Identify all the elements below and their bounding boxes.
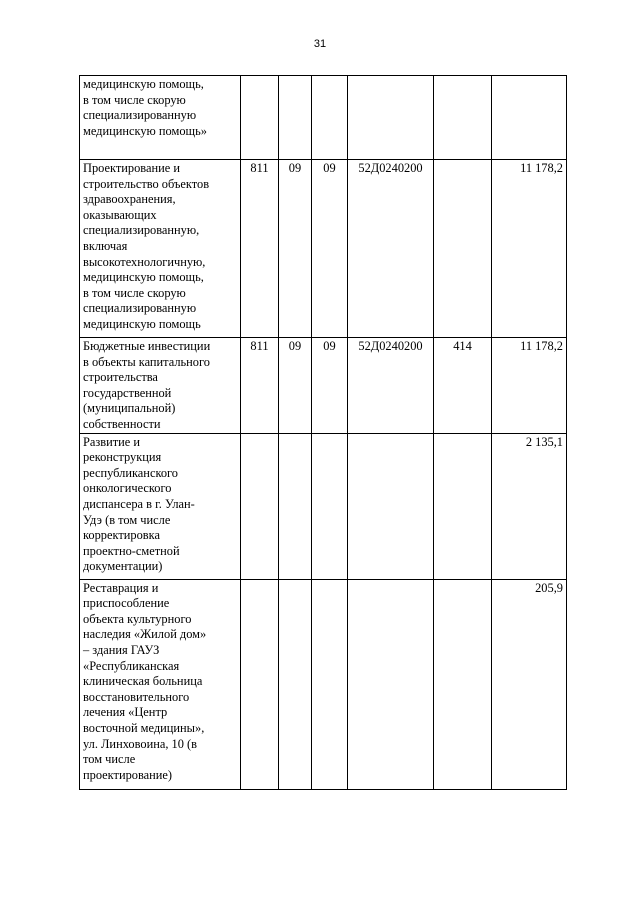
budget-table-body [80,76,567,790]
target-article-cell [348,579,434,789]
target-article-cell: 52Д0240200 [348,160,434,338]
row-name-cell: Реставрация и приспособление объекта культурного наследия «Жилой дом» – здания ГАУЗ «Республиканская клиническая больница восстановительного лечения «Центр восточной медицины», ул. Линховоина, 10 (в том числе проектирование) [80,579,241,789]
ministry-code-cell [241,76,279,160]
section-code-cell [279,579,312,789]
row-name-cell: Проектирование и строительство объектов здравоохранения, оказывающих специализированную, включая высокотехнологичную, медицинскую помощь, в том числе скорую специализированную медицинскую помощь [80,160,241,338]
subsection-code-cell [312,76,348,160]
amount-cell [492,76,567,160]
ministry-code-cell: 811 [241,338,279,434]
section-code-cell: 09 [279,338,312,434]
expense-type-cell: 414 [434,338,492,434]
section-code-cell [279,76,312,160]
ministry-code-cell [241,433,279,579]
subsection-code-cell [312,433,348,579]
table-row [80,338,567,434]
expense-type-cell [434,160,492,338]
page-number: 31 [313,38,327,50]
target-article-cell [348,433,434,579]
expense-type-cell [434,433,492,579]
section-code-cell: 09 [279,160,312,338]
table-row [80,579,567,789]
amount-cell: 11 178,2 [492,338,567,434]
row-name-cell: Развитие и реконструкция республиканского онкологического диспансера в г. Улан- Удэ (в том числе корректировка проектно-сметной документации) [80,433,241,579]
subsection-code-cell: 09 [312,160,348,338]
table-row [80,160,567,338]
ministry-code-cell [241,579,279,789]
target-article-cell [348,76,434,160]
row-name-cell: Бюджетные инвестиции в объекты капитального строительства государственной (муниципальной) собственности [80,338,241,434]
amount-cell: 11 178,2 [492,160,567,338]
table-row [80,433,567,579]
table-row [80,76,567,160]
ministry-code-cell: 811 [241,160,279,338]
amount-cell: 2 135,1 [492,433,567,579]
subsection-code-cell [312,579,348,789]
budget-table [79,75,567,790]
target-article-cell: 52Д0240200 [348,338,434,434]
row-name-cell: медицинскую помощь, в том числе скорую специализированную медицинскую помощь» [80,76,241,160]
expense-type-cell [434,579,492,789]
section-code-cell [279,433,312,579]
expense-type-cell [434,76,492,160]
subsection-code-cell: 09 [312,338,348,434]
amount-cell: 205,9 [492,579,567,789]
